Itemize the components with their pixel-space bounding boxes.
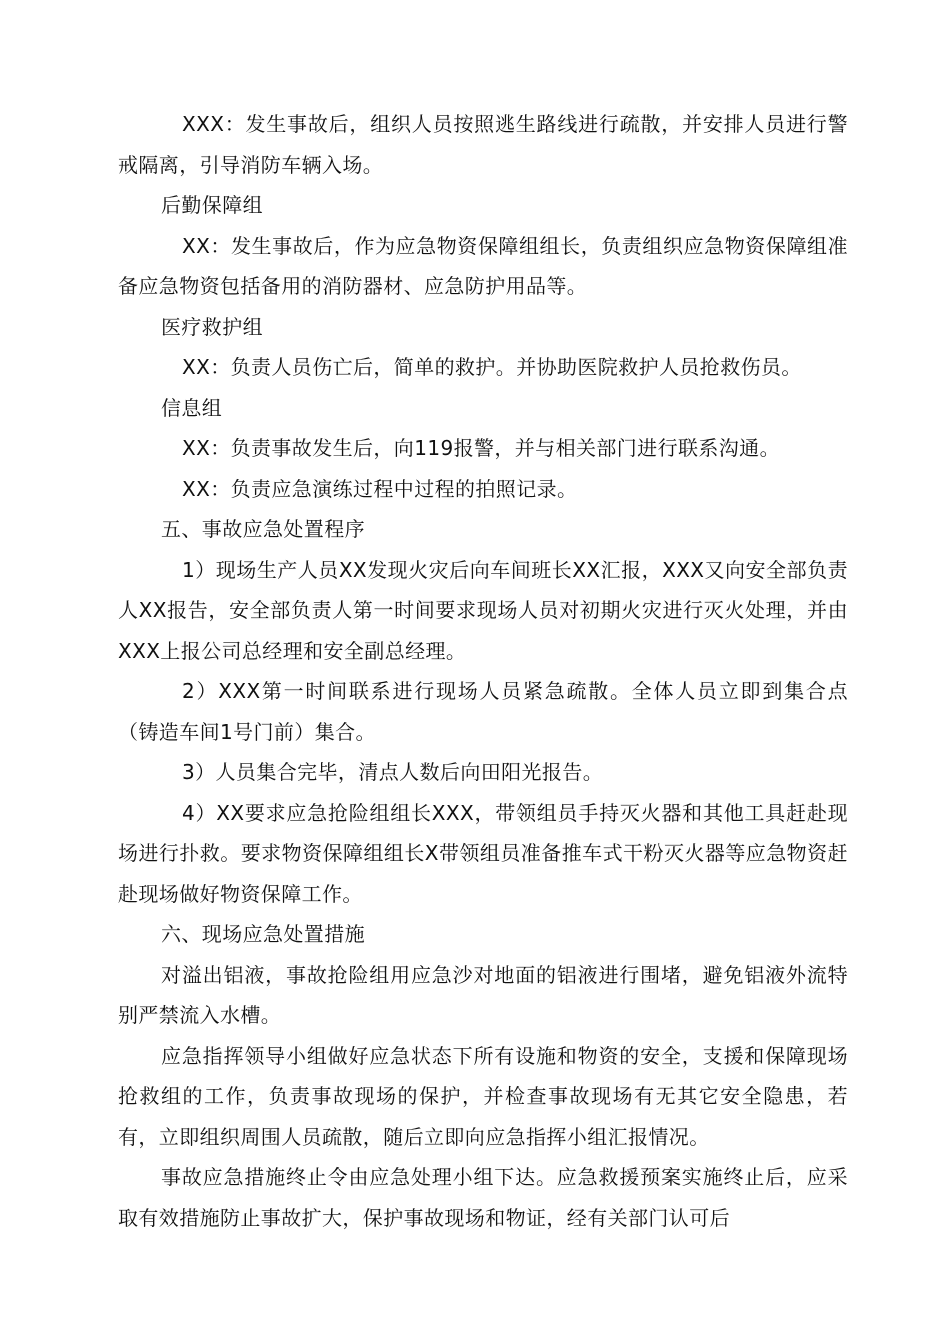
paragraph-measure-termination: 事故应急措施终止令由应急处理小组下达。应急救援预案实施终止后，应采取有效措施防止事故扩大，保护事故现场和物证，经有关部门认可后 (118, 1165, 848, 1230)
paragraph-procedure-step-3: 3）人员集合完毕，清点人数后向田阳光报告。 (182, 760, 604, 784)
heading-section-six: 六、现场应急处置措施 (161, 922, 365, 946)
paragraph-logistics-duty: XX：发生事故后，作为应急物资保障组组长，负责组织应急物资保障组准备应急物资包括备用的消防器材、应急防护用品等。 (118, 233, 848, 298)
paragraph-xxx-evacuation: XXX：发生事故后，组织人员按照逃生路线进行疏散，并安排人员进行警戒隔离，引导消防车辆入场。 (118, 112, 848, 177)
heading-section-five: 五、事故应急处置程序 (161, 517, 365, 541)
paragraph-procedure-step-2: 2）XXX第一时间联系进行现场人员紧急疏散。全体人员立即到集合点（铸造车间1号门前）集合。 (118, 679, 848, 744)
paragraph-measure-command: 应急指挥领导小组做好应急状态下所有设施和物资的安全，支援和保障现场抢救组的工作，负责事故现场的保护，并检查事故现场有无其它安全隐患，若有，立即组织周围人员疏散，随后立即向应急指挥小组汇报情况。 (118, 1043, 848, 1149)
paragraph-procedure-step-1: 1）现场生产人员XX发现火灾后向车间班长XX汇报，XXX又向安全部负责人XX报告，安全部负责人第一时间要求现场人员对初期火灾进行灭火处理，并由XXX上报公司总经理和安全副总经理。 (118, 557, 848, 663)
paragraph-procedure-step-4: 4）XX要求应急抢险组组长XXX，带领组员手持灭火器和其他工具赶赴现场进行扑救。要求物资保障组组长X带领组员准备推车式干粉灭火器等应急物资赶赴现场做好物资保障工作。 (118, 800, 848, 906)
heading-logistics-group: 后勤保障组 (161, 193, 263, 217)
paragraph-information-photo: XX：负责应急演练过程中过程的拍照记录。 (182, 476, 578, 501)
heading-information-group: 信息组 (161, 395, 223, 420)
document-body (118, 104, 848, 1238)
paragraph-medical-duty: XX：负责人员伤亡后，简单的救护。并协助医院救护人员抢救伤员。 (182, 355, 802, 379)
heading-medical-group: 医疗救护组 (161, 314, 263, 339)
paragraph-measure-aluminum: 对溢出铝液，事故抢险组用应急沙对地面的铝液进行围堵，避免铝液外流特别严禁流入水槽。 (118, 962, 848, 1027)
paragraph-information-alarm: XX：负责事故发生后，向119报警，并与相关部门进行联系沟通。 (182, 436, 780, 460)
